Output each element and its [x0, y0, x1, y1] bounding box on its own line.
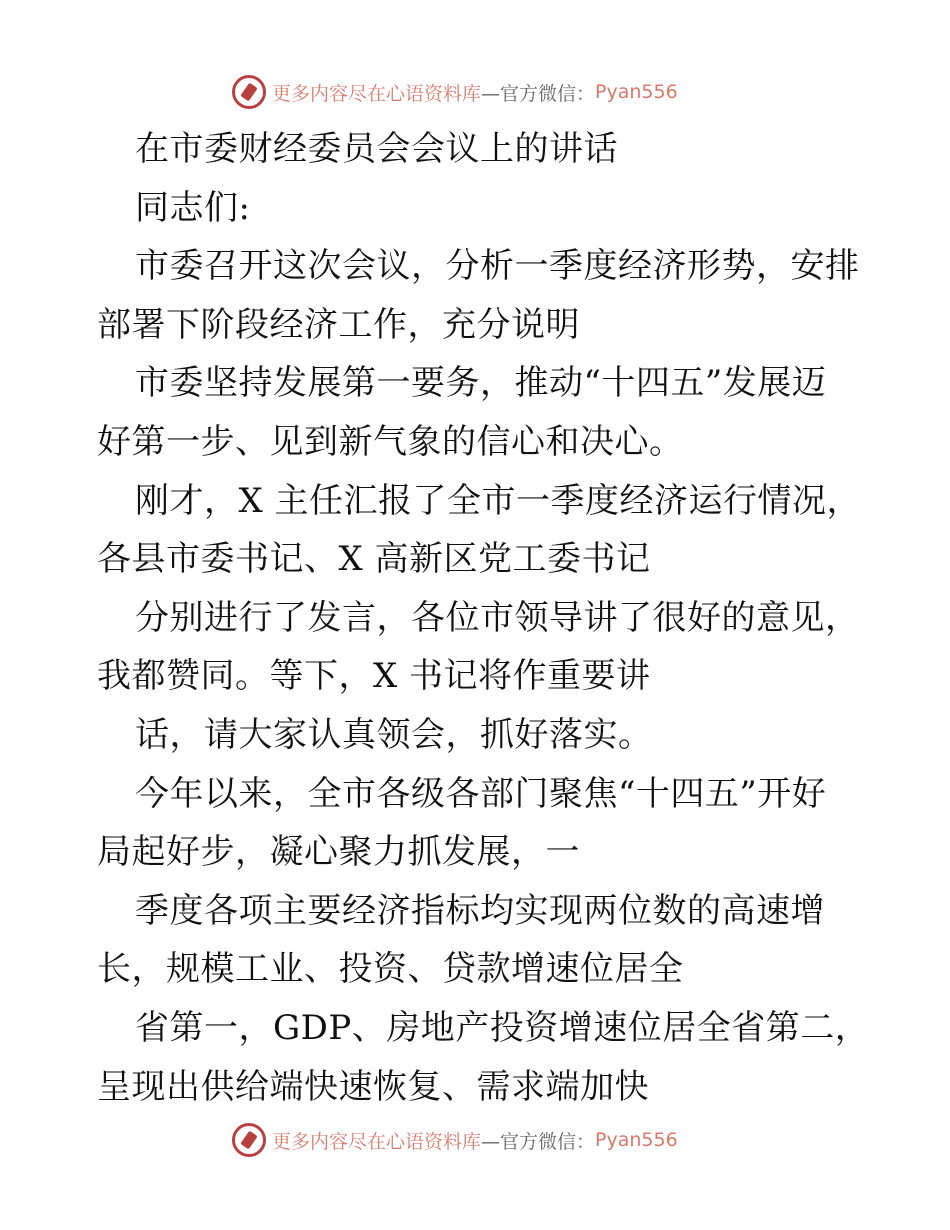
- text-line: 市委坚持发展第一要务，推动“十四五”发展迈: [135, 363, 827, 404]
- watermark-wechat-id: Pyan556: [595, 1129, 678, 1151]
- header-watermark: [232, 72, 678, 112]
- pen-logo-icon: [232, 75, 266, 109]
- text-line: 省第一，GDP、房地产投资增速位居全省第二，: [135, 1007, 870, 1048]
- text-line: 刚才，X 主任汇报了全市一季度经济运行情况，: [135, 480, 862, 521]
- footer-watermark: [232, 1120, 678, 1160]
- text-line: 话，请大家认真领会，抓好落实。: [135, 714, 653, 755]
- watermark-wechat-label: —官方微信：: [481, 1130, 596, 1153]
- text-line: 市委召开这次会议，分析一季度经济形势，安排: [135, 246, 860, 287]
- pen-logo-icon: [232, 1123, 266, 1157]
- text-line: 分别进行了发言，各位市领导讲了很好的意见，: [135, 597, 860, 638]
- text-line: 各县市委书记、X 高新区党工委书记: [97, 539, 651, 580]
- text-line: 好第一步、见到新气象的信心和决心。: [97, 421, 684, 462]
- text-line: 局起好步，凝心聚力抓发展，一: [97, 832, 580, 873]
- text-line: 今年以来，全市各级各部门聚焦“十四五”开好: [135, 773, 827, 814]
- text-line: 同志们:: [135, 187, 251, 228]
- watermark-wechat-label: —官方微信：: [481, 82, 596, 105]
- text-line: 部署下阶段经济工作，充分说明: [97, 304, 580, 345]
- document-title: 在市委财经委员会会议上的讲话: [135, 129, 618, 169]
- text-line: 呈现出供给端快速恢复、需求端加快: [97, 1066, 649, 1107]
- watermark-text: 更多内容尽在心语资料库: [272, 82, 482, 105]
- text-line: 季度各项主要经济指标均实现两位数的高速增: [135, 890, 825, 931]
- text-line: 长，规模工业、投资、贷款增速位居全: [97, 949, 684, 990]
- document-body: [97, 120, 877, 1116]
- text-line: 我都赞同。等下，X 书记将作重要讲: [97, 656, 651, 697]
- watermark-wechat-id: Pyan556: [595, 81, 678, 103]
- watermark-text: 更多内容尽在心语资料库: [272, 1130, 482, 1153]
